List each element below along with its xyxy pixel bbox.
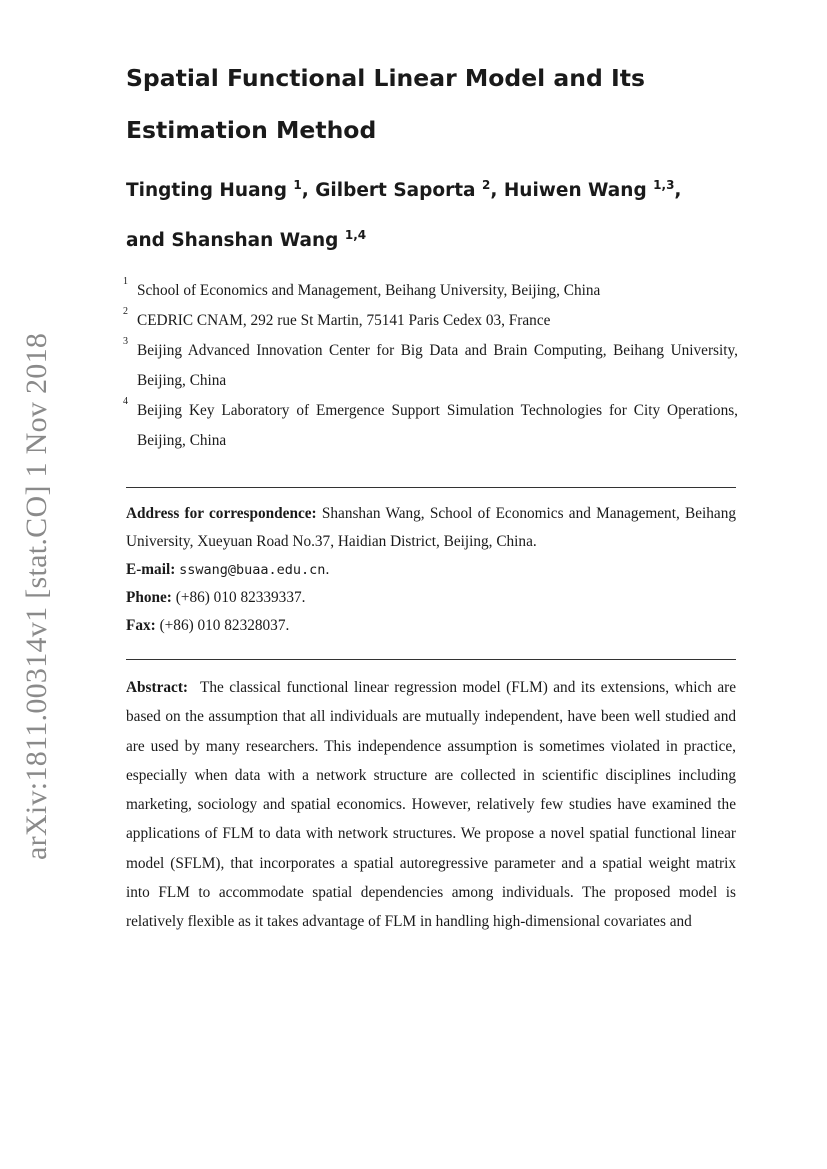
author-separator: , xyxy=(674,180,682,201)
correspondence-fax xyxy=(126,612,736,640)
author-affiliation-mark: 1,3 xyxy=(653,178,675,192)
address-text: Shanshan Wang, School of Economics and Management, Beihang University, Xueyuan Road No.37, Haidian District, Beijing, China. xyxy=(126,505,736,550)
email-label: E-mail: xyxy=(126,561,176,578)
author-affiliation-mark: 2 xyxy=(481,178,491,192)
author-separator: , xyxy=(490,180,504,201)
author-name: and Shanshan Wang xyxy=(126,230,339,251)
author-list xyxy=(126,163,746,263)
affiliation-item xyxy=(123,306,738,336)
correspondence-block xyxy=(126,500,736,640)
abstract-paragraph xyxy=(126,673,736,937)
author-affiliation-mark: 1 xyxy=(293,178,302,192)
author-item xyxy=(315,180,504,201)
affiliation-item xyxy=(123,336,738,396)
abstract-text: The classical functional linear regression model (FLM) and its extensions, which are based on the assumption that all individuals are mutually independent, have been well studied and are used by many researchers. This independence assumption is sometimes violated in practice, especially when data with a network structure are collected in scientific disciplines including marketing, sociology and spatial economics. However, relatively few studies have examined the applications of FLM to data with network structures. We propose a novel spatial functional linear model (SFLM), that incorporates a spatial autoregressive parameter and a spatial weight matrix into FLM to accommodate spatial dependencies among individuals. The proposed model is relatively flexible as it takes advantage of FLM in handling high-dimensional covariates and xyxy=(126,679,736,931)
correspondence-email xyxy=(126,556,736,584)
author-item xyxy=(504,180,682,201)
author-name: Huiwen Wang xyxy=(503,180,647,201)
divider-rule xyxy=(126,487,736,488)
author-affiliation-mark: 1,4 xyxy=(344,228,367,242)
affiliation-number: 1 xyxy=(123,276,128,287)
affiliation-text: CEDRIC CNAM, 292 rue St Martin, 75141 Paris Cedex 03, France xyxy=(137,312,551,329)
author-name: Gilbert Saporta xyxy=(315,180,476,201)
phone-label: Phone: xyxy=(126,589,172,606)
author-name: Tingting Huang xyxy=(126,180,287,201)
affiliation-text: Beijing Advanced Innovation Center for Big Data and Brain Computing, Beihang University, Beijing, China xyxy=(137,342,738,389)
affiliation-list xyxy=(123,276,738,456)
affiliation-number: 3 xyxy=(123,336,128,347)
author-item xyxy=(126,230,366,251)
affiliation-text: Beijing Key Laboratory of Emergence Support Simulation Technologies for City Operations, Beijing, China xyxy=(137,402,738,449)
affiliation-number: 4 xyxy=(123,396,128,407)
affiliation-number: 2 xyxy=(123,306,128,317)
correspondence-phone xyxy=(126,584,736,612)
fax-number: (+86) 010 82328037. xyxy=(159,617,290,634)
abstract-label: Abstract: xyxy=(126,679,189,696)
email-address[interactable]: sswang@buaa.edu.cn xyxy=(179,562,326,578)
arxiv-identifier: arXiv:1811.00314v1 [stat.CO] 1 Nov 2018 xyxy=(20,332,53,860)
divider-rule xyxy=(126,659,736,660)
author-item xyxy=(126,180,315,201)
paper-title: Spatial Functional Linear Model and Its Estimation Method xyxy=(126,64,645,144)
email-period: . xyxy=(325,561,330,578)
address-label: Address for correspondence: xyxy=(126,505,317,522)
author-separator: , xyxy=(301,180,316,201)
affiliation-item xyxy=(123,396,738,456)
phone-number: (+86) 010 82339337. xyxy=(175,589,306,606)
affiliation-text: School of Economics and Management, Beihang University, Beijing, China xyxy=(137,282,601,299)
fax-label: Fax: xyxy=(126,617,156,634)
correspondence-address xyxy=(126,500,736,556)
affiliation-item xyxy=(123,276,738,306)
